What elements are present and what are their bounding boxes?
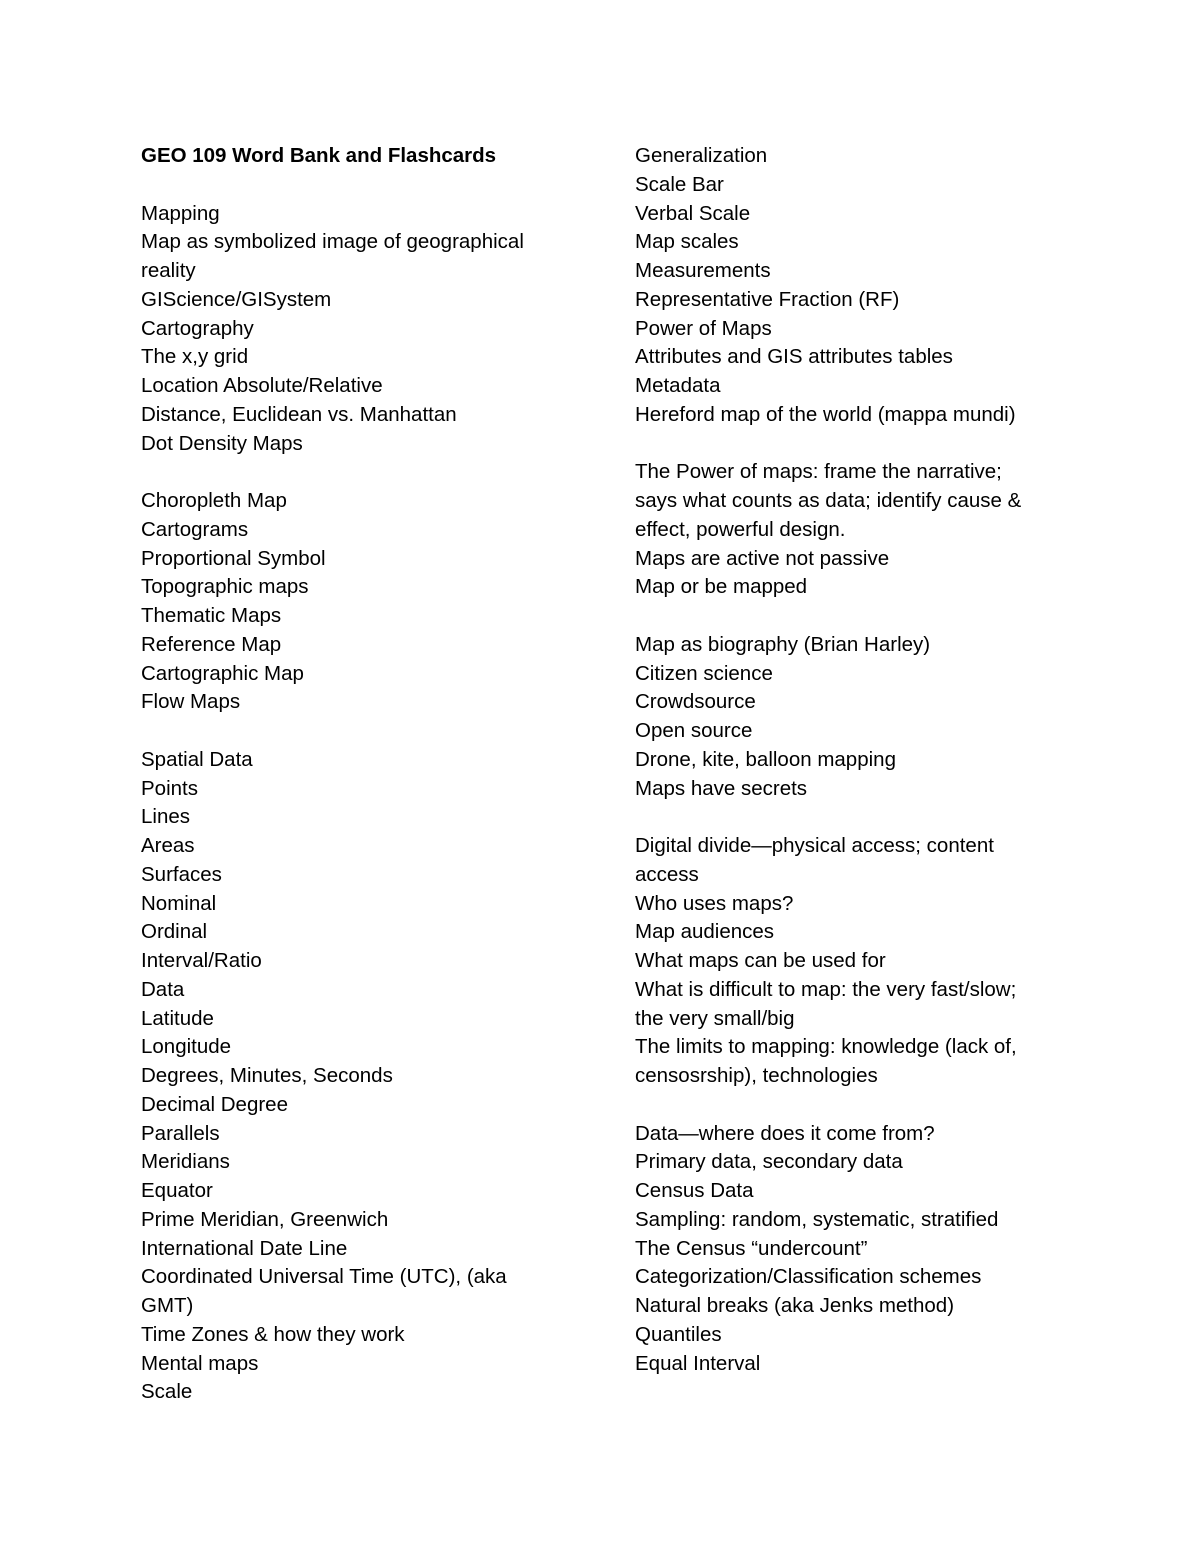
term-line: Open source bbox=[635, 719, 753, 742]
term-line: Attributes and GIS attributes tables bbox=[635, 345, 953, 369]
term-line: Ordinal bbox=[141, 920, 208, 944]
term-line: Map as biography (Brian Harley) bbox=[635, 632, 931, 656]
term-line: Lines bbox=[141, 805, 191, 829]
blank-line bbox=[635, 1091, 1065, 1120]
term-line: Verbal Scale bbox=[635, 201, 751, 225]
term-line: Meridians bbox=[141, 1150, 230, 1174]
term-line: Spatial Data bbox=[141, 747, 253, 771]
term-line: Drone, kite, balloon mapping bbox=[635, 747, 896, 771]
document-title: GEO 109 Word Bank and Flashcards bbox=[141, 144, 497, 167]
term-line: Scale Bar bbox=[635, 172, 724, 196]
term-line: Census Data bbox=[635, 1179, 754, 1202]
term-line: says what counts as data; identify cause & bbox=[635, 489, 1022, 512]
term-line: Longitude bbox=[141, 1035, 232, 1059]
term-line: Coordinated Universal Time (UTC), (aka bbox=[141, 1265, 507, 1289]
blank-line bbox=[635, 602, 1065, 631]
term-line: Prime Meridian, Greenwich bbox=[141, 1207, 389, 1231]
term-line: Decimal Degree bbox=[141, 1092, 288, 1116]
term-line: Data—where does it come from? bbox=[635, 1121, 935, 1145]
term-line: the very small/big bbox=[635, 1006, 795, 1030]
term-line: Natural breaks (aka Jenks method) bbox=[635, 1294, 955, 1317]
blank-line bbox=[635, 430, 1065, 459]
blank-line bbox=[635, 803, 1065, 832]
term-line: Latitude bbox=[141, 1006, 214, 1030]
term-line: The x,y grid bbox=[141, 345, 249, 369]
term-line: Mapping bbox=[141, 201, 220, 225]
term-line: Equal Interval bbox=[635, 1351, 761, 1375]
term-line: Equator bbox=[141, 1179, 213, 1202]
term-line: Map scales bbox=[635, 230, 739, 254]
term-line: Metadata bbox=[635, 374, 721, 397]
term-line: Points bbox=[141, 776, 198, 800]
term-line: Location Absolute/Relative bbox=[141, 374, 383, 397]
term-line: Primary data, secondary data bbox=[635, 1150, 903, 1174]
term-line: Flow Maps bbox=[141, 690, 241, 714]
left-term-list bbox=[141, 171, 561, 1407]
term-line: What maps can be used for bbox=[635, 949, 886, 972]
term-line: Map audiences bbox=[635, 920, 775, 944]
term-line: Map or be mapped bbox=[635, 575, 808, 599]
term-line: Thematic Maps bbox=[141, 604, 282, 627]
term-line: Cartography bbox=[141, 316, 254, 340]
term-line: The limits to mapping: knowledge (lack of, bbox=[635, 1035, 1017, 1059]
term-line: Scale bbox=[141, 1380, 193, 1404]
blank-line bbox=[141, 171, 561, 200]
term-line: Degrees, Minutes, Seconds bbox=[141, 1064, 393, 1087]
term-line: Crowdsource bbox=[635, 690, 756, 714]
term-line: Who uses maps? bbox=[635, 891, 794, 915]
term-line: Categorization/Classification schemes bbox=[635, 1265, 982, 1289]
term-line: access bbox=[635, 862, 699, 886]
term-line: Topographic maps bbox=[141, 575, 309, 599]
term-line: Hereford map of the world (mappa mundi) bbox=[635, 402, 1016, 426]
term-line: Maps are active not passive bbox=[635, 546, 890, 570]
term-line: Cartographic Map bbox=[141, 661, 304, 685]
blank-line bbox=[141, 717, 561, 746]
term-line: GIScience/GISystem bbox=[141, 287, 332, 311]
term-line: Interval/Ratio bbox=[141, 949, 262, 972]
term-line: Data bbox=[141, 977, 185, 1001]
term-line: International Date Line bbox=[141, 1236, 348, 1260]
term-line: Dot Density Maps bbox=[141, 431, 303, 455]
blank-line bbox=[141, 458, 561, 487]
term-line: What is difficult to map: the very fast/slow; bbox=[635, 977, 1017, 1001]
term-line: Mental maps bbox=[141, 1351, 259, 1375]
term-line: The Power of maps: frame the narrative; bbox=[635, 460, 1002, 484]
term-line: GMT) bbox=[141, 1294, 194, 1317]
term-line: Areas bbox=[141, 834, 195, 857]
term-line: Quantiles bbox=[635, 1322, 722, 1346]
term-line: Distance, Euclidean vs. Manhattan bbox=[141, 402, 457, 426]
term-line: Generalization bbox=[635, 144, 768, 167]
left-column bbox=[141, 142, 561, 1407]
right-term-list bbox=[635, 142, 1065, 1378]
term-line: Citizen science bbox=[635, 661, 773, 685]
term-line: Representative Fraction (RF) bbox=[635, 287, 900, 311]
right-column bbox=[635, 142, 1065, 1378]
term-line: Nominal bbox=[141, 891, 217, 915]
term-line: Surfaces bbox=[141, 862, 222, 886]
term-line: Measurements bbox=[635, 259, 771, 282]
term-line: Sampling: random, systematic, stratified bbox=[635, 1207, 999, 1231]
term-line: Choropleth Map bbox=[141, 489, 287, 512]
term-line: Power of Maps bbox=[635, 316, 772, 340]
term-line: Map as symbolized image of geographical bbox=[141, 230, 524, 254]
term-line: reality bbox=[141, 259, 196, 282]
term-line: The Census “undercount” bbox=[635, 1236, 868, 1260]
term-line: Digital divide—physical access; content bbox=[635, 834, 994, 857]
term-line: Parallels bbox=[141, 1121, 220, 1145]
term-line: effect, powerful design. bbox=[635, 517, 846, 541]
term-line: Proportional Symbol bbox=[141, 546, 326, 570]
term-line: Reference Map bbox=[141, 632, 282, 656]
term-line: Time Zones & how they work bbox=[141, 1322, 405, 1346]
term-line: censosrship), technologies bbox=[635, 1064, 878, 1087]
term-line: Maps have secrets bbox=[635, 776, 808, 800]
term-line: Cartograms bbox=[141, 517, 249, 541]
